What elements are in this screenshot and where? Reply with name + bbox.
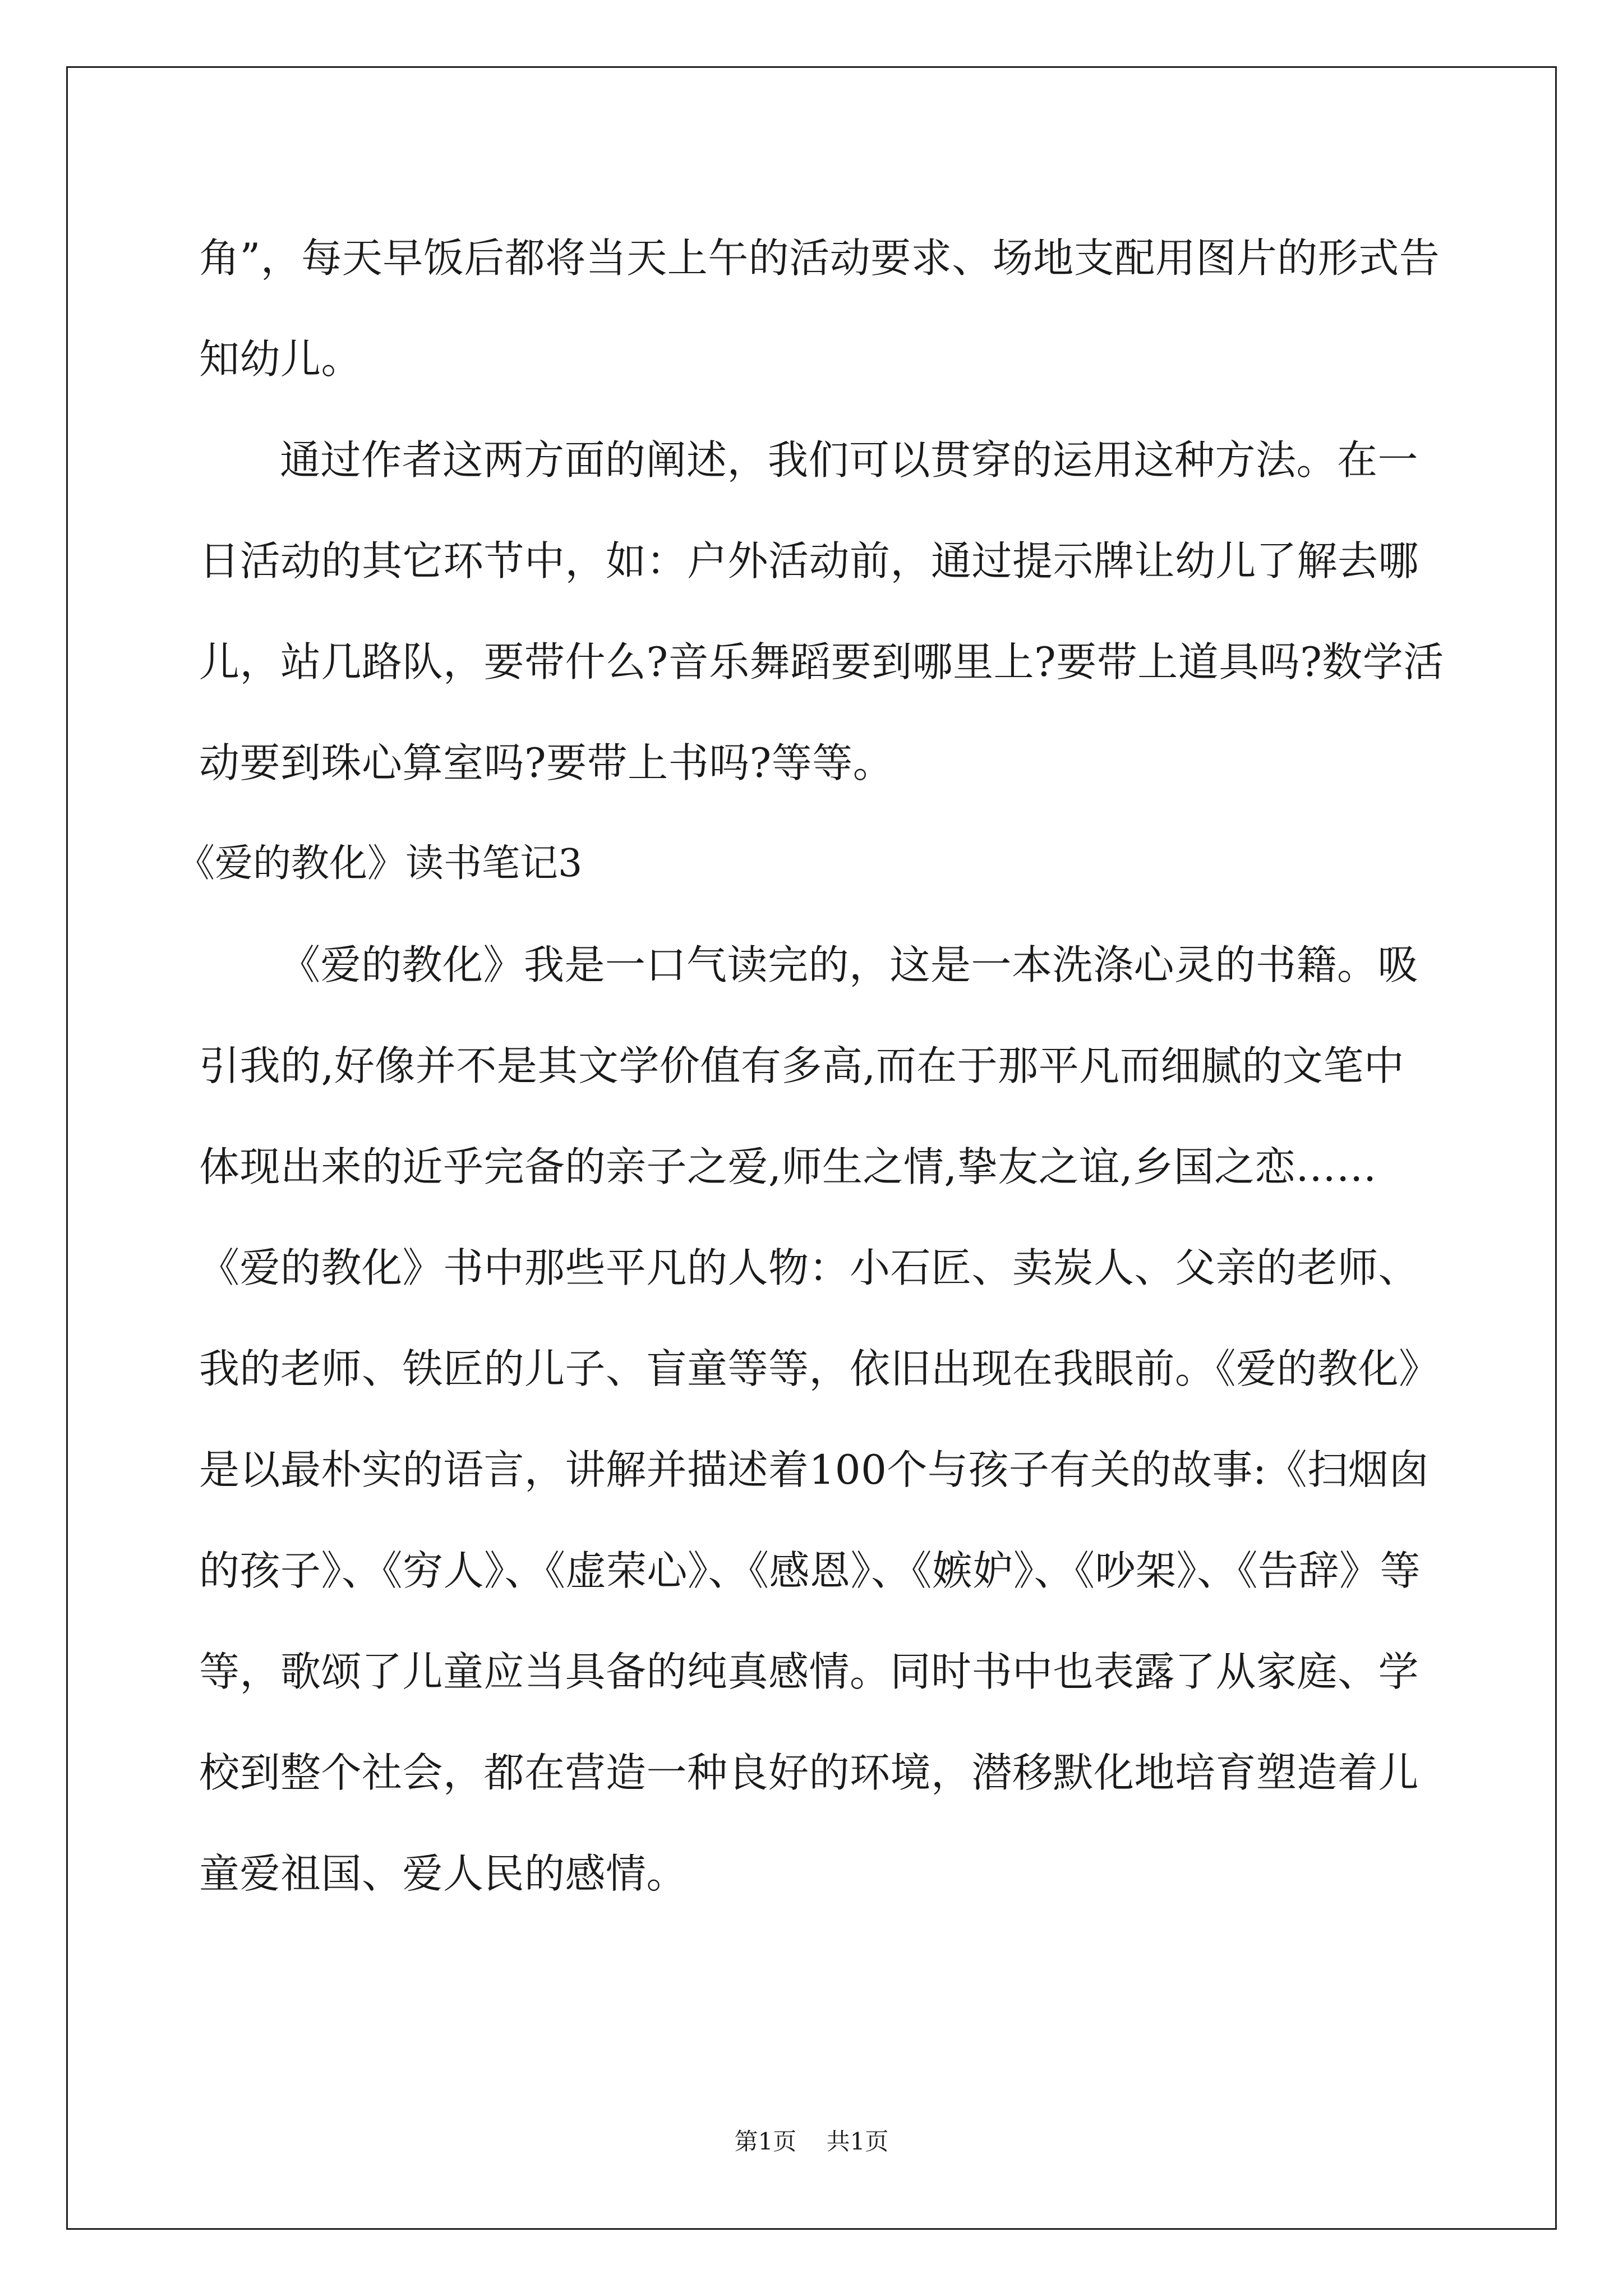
text-line: 《爱的教化》我是一口气读完的，这是一本洗涤心灵的书籍。吸 [280, 941, 1419, 988]
text-line: 引我的,好像并不是其文学价值有多高,而在于那平凡而细腻的文笔中 [199, 1042, 1405, 1089]
text-line: 我的老师、铁匠的儿子、盲童等等，依旧出现在我眼前。《爱的教化》 [199, 1345, 1440, 1392]
page-total: 共1页 [826, 2128, 889, 2155]
text-line: 《爱的教化》书中那些平凡的人物：小石匠、卖炭人、父亲的老师、 [199, 1244, 1419, 1291]
page-number: 第1页 [734, 2128, 797, 2155]
text-line: 校到整个社会，都在营造一种良好的环境，潜移默化地培育塑造着儿 [199, 1749, 1419, 1796]
paragraph-2 [199, 409, 1444, 813]
text-line: 是以最朴实的语言，讲解并描述着100个与孩子有关的故事:《扫烟囱 [199, 1446, 1430, 1493]
text-line: 日活动的其它环节中，如：户外活动前，通过提示牌让幼儿了解去哪 [199, 537, 1419, 585]
section-heading: 《爱的教化》读书笔记3 [177, 841, 583, 886]
text-line: 体现出来的近乎完备的亲子之爱,师生之情,挚友之谊,乡国之恋…… [199, 1143, 1377, 1190]
text-line: 知幼儿。 [199, 335, 362, 383]
text-line: 动要到珠心算室吗?要带上书吗?等等。 [199, 739, 894, 786]
paragraph-3 [199, 914, 1440, 1924]
document-body [177, 208, 1444, 1924]
text-line: 童爱祖国、爱人民的感情。 [199, 1850, 688, 1897]
text-line: 通过作者这两方面的阐述，我们可以贯穿的运用这种方法。在一 [280, 436, 1419, 484]
text-line: 角”，每天早饭后都将当天上午的活动要求、场地支配用图片的形式告 [199, 234, 1440, 282]
page-footer [0, 2125, 1623, 2159]
paragraph-1 [199, 208, 1440, 409]
text-line: 的孩子》、《穷人》、《虚荣心》、《感恩》、《嫉妒》、《吵架》、《告辞》等 [199, 1547, 1421, 1594]
text-line: 儿，站几路队，要带什么?音乐舞蹈要到哪里上?要带上道具吗?数学活 [199, 638, 1444, 685]
text-line: 等，歌颂了儿童应当具备的纯真感情。同时书中也表露了从家庭、学 [199, 1648, 1419, 1695]
